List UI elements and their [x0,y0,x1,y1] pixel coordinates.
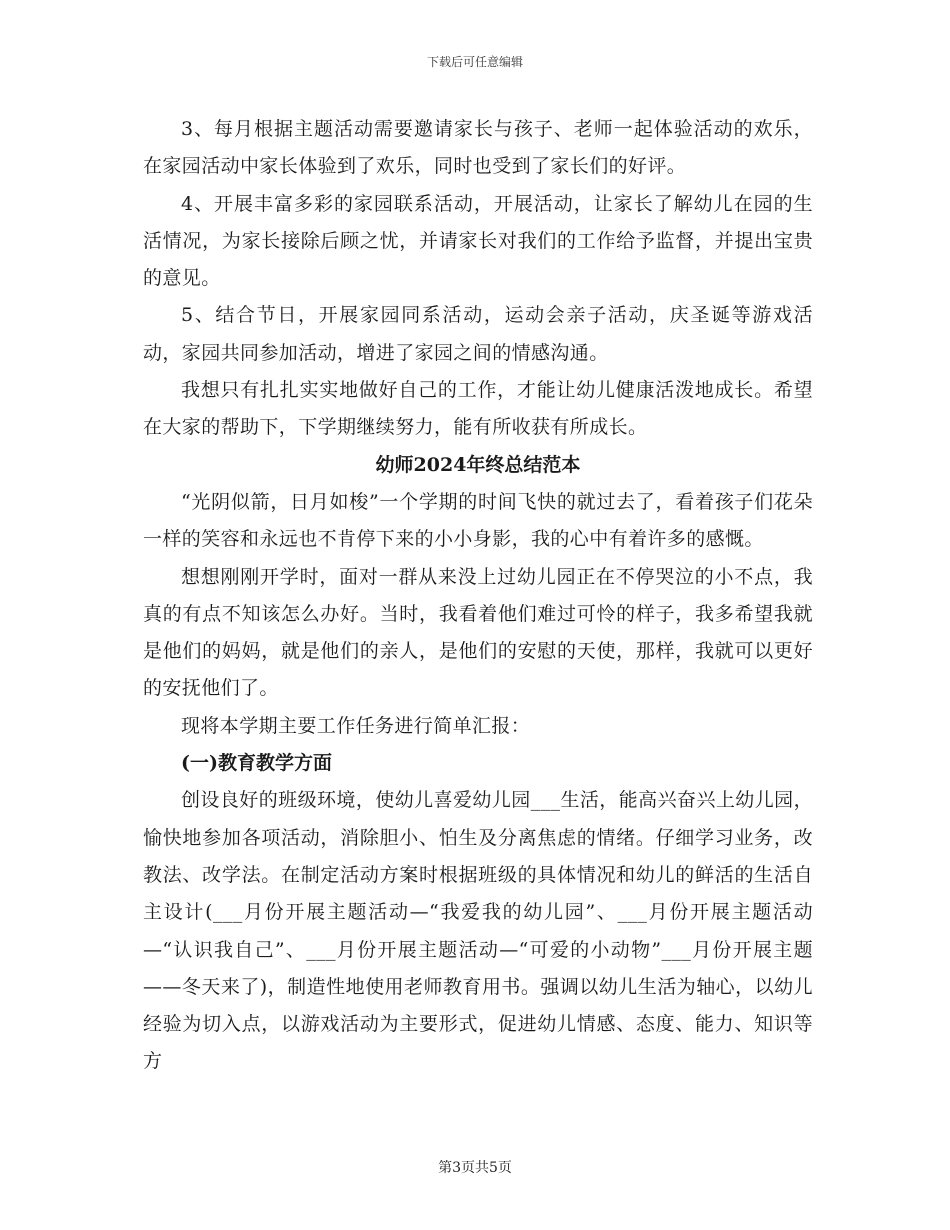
paragraph-item-3: 3、每月根据主题活动需要邀请家长与孩子、老师一起体验活动的欢乐，在家园活动中家长体验到了欢乐，同时也受到了家长们的好评。 [143,118,813,178]
page-header: 下载后可任意编辑 [426,55,523,69]
paragraph-report-lead: 现将本学期主要工作任务进行简单汇报： [181,714,531,737]
paragraph-intro: “光阴似箭，日月如梭”一个学期的时间飞快的就过去了，看着孩子们花朵一样的笑容和永远也不肯停下来的小小身影，我的心中有着许多的感慨。 [143,490,813,551]
section-heading: (一)教育教学方面 [181,752,332,775]
paragraph-closing: 我想只有扎扎实实地做好自己的工作，才能让幼儿健康活泼地成长。希望在大家的帮助下，下学期继续努力，能有所收获有所成长。 [143,379,813,439]
paragraph-item-4: 4、开展丰富多彩的家园联系活动，开展活动，让家长了解幼儿在园的生活情况，为家长接除后顾之忧，并请家长对我们的工作给予监督，并提出宝贵的意见。 [143,192,813,290]
paragraph-teaching: 创设良好的班级环境，使幼儿喜爱幼儿园___生活，能高兴奋兴上幼儿园，愉快地参加各项活动，消除胆小、怕生及分离焦虑的情绪。仔细学习业务，改教法、改学法。在制定活动方案时根据班级的具体情况和幼儿的鲜活的生活自主设计(___月份开展主题活动—“我爱我的幼儿园”、___月份开展主题活动—“认识我自己”、___月份开展主题活动—“可爱的小动物”___月份开展主题——冬天来了)，制造性地使用老师教育用书。强调以幼儿生活为轴心，以幼儿经验为切入点，以游戏活动为主要形式，促进幼儿情感、态度、能力、知识等方 [143,789,813,1073]
document-body [143,111,813,1081]
page-number-footer: 第3页共5页 [438,1160,512,1176]
document-title: 幼师2024年终总结范本 [375,453,581,476]
paragraph-item-5: 5、结合节日，开展家园同系活动，运动会亲子活动，庆圣诞等游戏活动，家园共同参加活动，增进了家园之间的情感沟通。 [143,304,813,364]
paragraph-recollection: 想想刚刚开学时，面对一群从来没上过幼儿园正在不停哭泣的小不点，我真的有点不知该怎么办好。当时，我看着他们难过可怜的样子，我多希望我就是他们的妈妈，就是他们的亲人，是他们的安慰的天使，那样，我就可以更好的安抚他们了。 [143,565,813,700]
